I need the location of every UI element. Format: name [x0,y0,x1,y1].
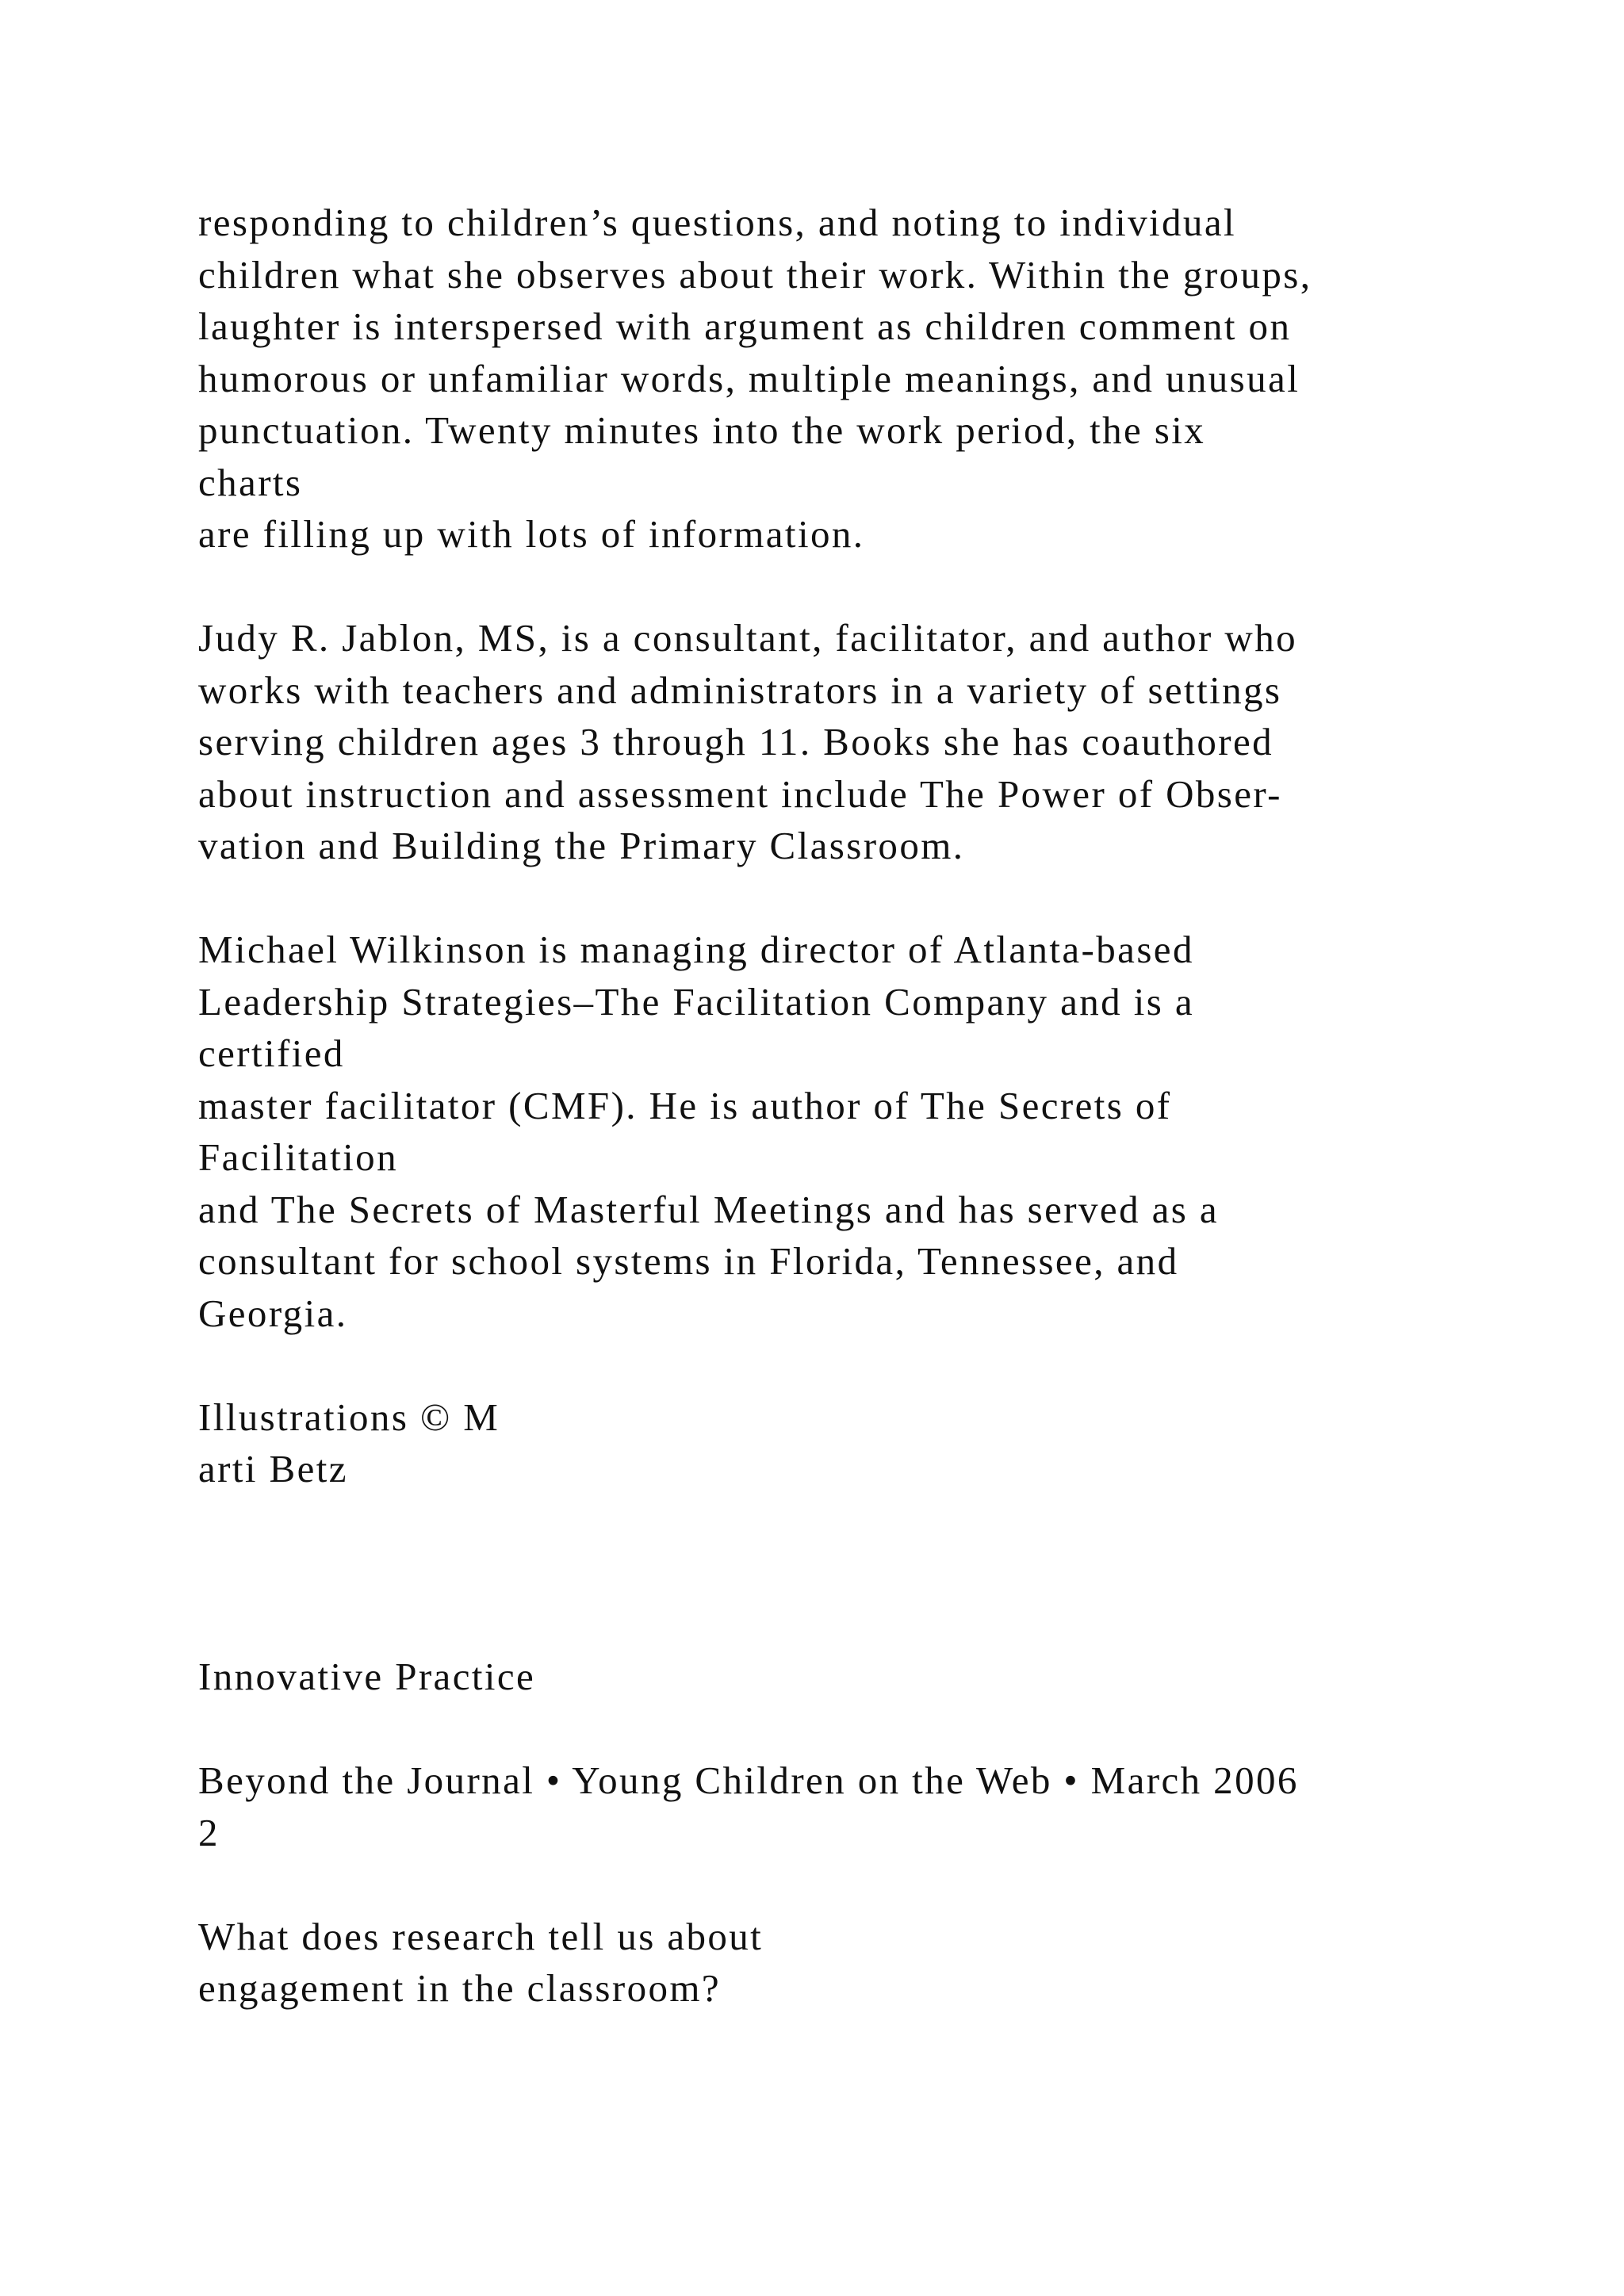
section-label: Innovative Practice [198,1655,536,1698]
text-line: Leadership Strategies–The Facilitation Company and is a [198,979,1194,1024]
text-line: about instruction and assessment include The Power of Obser- [198,771,1282,816]
paragraph-spacer [198,1703,1546,1755]
text-line: certified [198,1031,345,1075]
text-line: Illustrations © M [198,1395,500,1439]
text-line: works with teachers and administrators in a variety of settings [198,668,1282,712]
text-line: vation and Building the Primary Classroom. [198,824,965,867]
text-line: Beyond the Journal • Young Children on the Web • March 2006 [198,1758,1299,1802]
text-line: and The Secrets of Masterful Meetings and has served as a [198,1187,1220,1231]
text-line: Judy R. Jablon, MS, is a consultant, facilitator, and author who [198,616,1297,660]
text-line: laughter is interspersed with argument as children comment on [198,304,1292,348]
text-line: Michael Wilkinson is managing director of Atlanta-based [198,928,1194,971]
journal-footer [198,1755,1546,1858]
text-line: children what she observes about their work. Within the groups, [198,252,1312,297]
text-line: responding to children’s questions, and noting to individual [198,201,1236,244]
text-line: charts [198,460,303,504]
text-line: consultant for school systems in Florida, Tennessee, and [198,1239,1179,1283]
text-line: Facilitation [198,1135,398,1179]
paragraph-spacer [198,561,1546,613]
research-heading [198,1911,1546,2015]
paragraph-spacer [198,1339,1546,1391]
text-line: Georgia. [198,1291,348,1335]
page-number: 2 [198,1810,220,1854]
text-line: arti Betz [198,1447,348,1490]
text-line: engagement in the classroom? [198,1966,722,2010]
text-line: punctuation. Twenty minutes into the work period, the six [198,408,1206,452]
text-line: master facilitator (CMF). He is author of The Secrets of [198,1083,1172,1127]
paragraph-classroom-activity [198,197,1546,561]
paragraph-spacer [198,872,1546,924]
text-line: humorous or unfamiliar words, multiple meanings, and unusual [198,356,1300,400]
section-spacer [198,1495,1546,1651]
paragraph-spacer [198,1858,1546,1911]
text-line: What does research tell us about [198,1914,764,1958]
document-page [198,197,1546,2015]
text-line: are filling up with lots of information. [198,512,865,556]
author-bio-judy-jablon [198,612,1546,872]
author-bio-michael-wilkinson [198,924,1546,1339]
text-line: serving children ages 3 through 11. Books she has coauthored [198,720,1274,763]
illustration-credit [198,1391,1546,1495]
